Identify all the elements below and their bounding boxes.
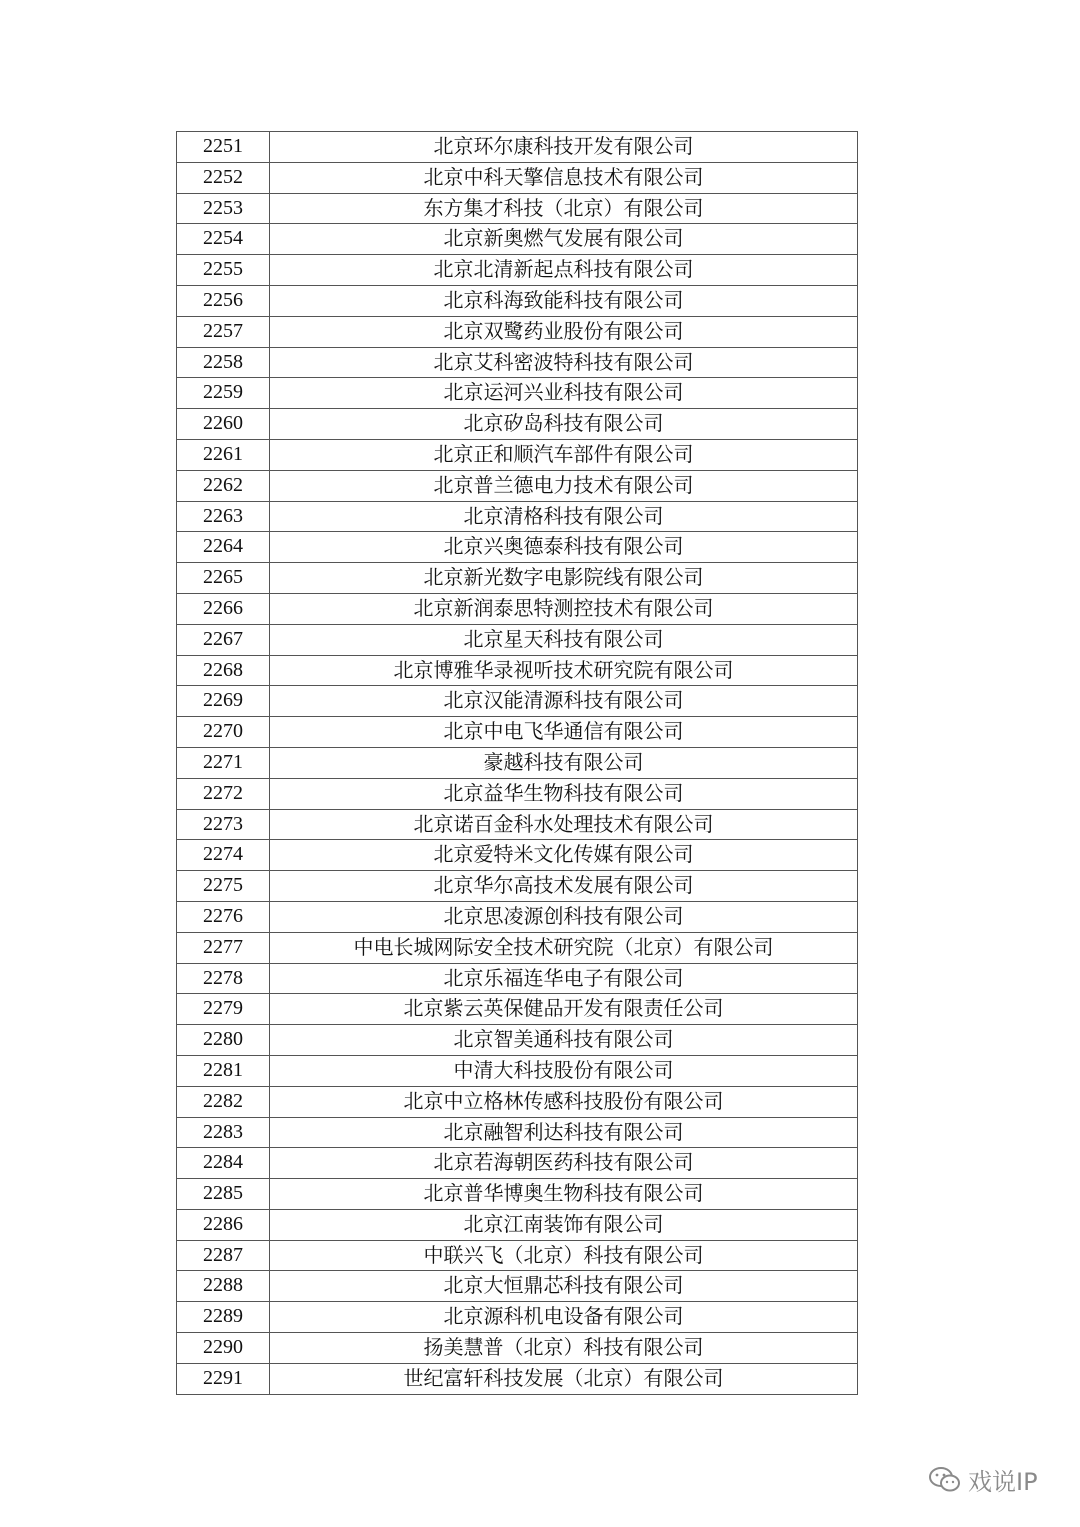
- company-name: 中联兴飞（北京）科技有限公司: [270, 1240, 858, 1271]
- table-body: [177, 132, 858, 1395]
- row-number: 2278: [177, 963, 270, 994]
- table-row: [177, 1363, 858, 1394]
- company-name: 北京益华生物科技有限公司: [270, 778, 858, 809]
- table-row: [177, 501, 858, 532]
- table-row: [177, 1148, 858, 1179]
- row-number: 2286: [177, 1209, 270, 1240]
- row-number: 2274: [177, 840, 270, 871]
- company-name: 北京大恒鼎芯科技有限公司: [270, 1271, 858, 1302]
- table-row: [177, 593, 858, 624]
- table-row: [177, 871, 858, 902]
- row-number: 2251: [177, 132, 270, 163]
- table-row: [177, 193, 858, 224]
- row-number: 2287: [177, 1240, 270, 1271]
- company-name: 北京星天科技有限公司: [270, 624, 858, 655]
- company-name: 北京普兰德电力技术有限公司: [270, 470, 858, 501]
- row-number: 2266: [177, 593, 270, 624]
- company-name: 北京江南装饰有限公司: [270, 1209, 858, 1240]
- company-name: 东方集才科技（北京）有限公司: [270, 193, 858, 224]
- table-row: [177, 255, 858, 286]
- company-name: 中清大科技股份有限公司: [270, 1055, 858, 1086]
- table-row: [177, 1025, 858, 1056]
- company-name: 北京正和顺汽车部件有限公司: [270, 439, 858, 470]
- table-row: [177, 347, 858, 378]
- company-name: 北京双鹭药业股份有限公司: [270, 316, 858, 347]
- table-row: [177, 624, 858, 655]
- row-number: 2291: [177, 1363, 270, 1394]
- table-row: [177, 1271, 858, 1302]
- table-row: [177, 840, 858, 871]
- row-number: 2282: [177, 1086, 270, 1117]
- company-name: 北京新奥燃气发展有限公司: [270, 224, 858, 255]
- table-row: [177, 1086, 858, 1117]
- table-row: [177, 1302, 858, 1333]
- watermark-text: 戏说IP: [968, 1468, 1038, 1496]
- company-name: 北京兴奥德泰科技有限公司: [270, 532, 858, 563]
- row-number: 2260: [177, 409, 270, 440]
- table-row: [177, 686, 858, 717]
- company-name: 世纪富轩科技发展（北京）有限公司: [270, 1363, 858, 1394]
- row-number: 2280: [177, 1025, 270, 1056]
- table-row: [177, 162, 858, 193]
- company-name: 北京艾科密波特科技有限公司: [270, 347, 858, 378]
- company-list-table: [176, 131, 858, 1395]
- row-number: 2268: [177, 655, 270, 686]
- row-number: 2281: [177, 1055, 270, 1086]
- row-number: 2267: [177, 624, 270, 655]
- company-name: 北京清格科技有限公司: [270, 501, 858, 532]
- company-name: 北京华尔高技术发展有限公司: [270, 871, 858, 902]
- table-row: [177, 963, 858, 994]
- row-number: 2279: [177, 994, 270, 1025]
- company-name: 北京汉能清源科技有限公司: [270, 686, 858, 717]
- company-name: 中电长城网际安全技术研究院（北京）有限公司: [270, 932, 858, 963]
- table-row: [177, 532, 858, 563]
- table-row: [177, 563, 858, 594]
- company-name: 扬美慧普（北京）科技有限公司: [270, 1333, 858, 1364]
- table-row: [177, 747, 858, 778]
- row-number: 2259: [177, 378, 270, 409]
- company-name: 北京普华博奥生物科技有限公司: [270, 1179, 858, 1210]
- company-name: 北京源科机电设备有限公司: [270, 1302, 858, 1333]
- company-name: 北京新润泰思特测控技术有限公司: [270, 593, 858, 624]
- table-row: [177, 809, 858, 840]
- table-row: [177, 285, 858, 316]
- company-name: 北京博雅华录视听技术研究院有限公司: [270, 655, 858, 686]
- table-row: [177, 470, 858, 501]
- table-row: [177, 378, 858, 409]
- row-number: 2253: [177, 193, 270, 224]
- table-row: [177, 409, 858, 440]
- table-row: [177, 1179, 858, 1210]
- watermark: [928, 1462, 1038, 1497]
- row-number: 2275: [177, 871, 270, 902]
- table-row: [177, 224, 858, 255]
- row-number: 2257: [177, 316, 270, 347]
- company-name: 北京矽岛科技有限公司: [270, 409, 858, 440]
- row-number: 2285: [177, 1179, 270, 1210]
- table-row: [177, 316, 858, 347]
- company-name: 北京科海致能科技有限公司: [270, 285, 858, 316]
- table-row: [177, 655, 858, 686]
- row-number: 2289: [177, 1302, 270, 1333]
- row-number: 2270: [177, 717, 270, 748]
- table-row: [177, 1240, 858, 1271]
- table-row: [177, 132, 858, 163]
- table-row: [177, 1333, 858, 1364]
- company-name: 北京北清新起点科技有限公司: [270, 255, 858, 286]
- wechat-icon: [928, 1466, 962, 1494]
- table-row: [177, 439, 858, 470]
- table-row: [177, 994, 858, 1025]
- row-number: 2256: [177, 285, 270, 316]
- row-number: 2258: [177, 347, 270, 378]
- table-row: [177, 1055, 858, 1086]
- row-number: 2261: [177, 439, 270, 470]
- row-number: 2262: [177, 470, 270, 501]
- row-number: 2254: [177, 224, 270, 255]
- row-number: 2273: [177, 809, 270, 840]
- company-name: 北京智美通科技有限公司: [270, 1025, 858, 1056]
- company-name: 北京中电飞华通信有限公司: [270, 717, 858, 748]
- row-number: 2263: [177, 501, 270, 532]
- row-number: 2277: [177, 932, 270, 963]
- table-row: [177, 778, 858, 809]
- company-name: 北京环尔康科技开发有限公司: [270, 132, 858, 163]
- row-number: 2269: [177, 686, 270, 717]
- company-name: 北京新光数字电影院线有限公司: [270, 563, 858, 594]
- row-number: 2272: [177, 778, 270, 809]
- row-number: 2283: [177, 1117, 270, 1148]
- table-row: [177, 932, 858, 963]
- row-number: 2276: [177, 901, 270, 932]
- row-number: 2290: [177, 1333, 270, 1364]
- row-number: 2284: [177, 1148, 270, 1179]
- company-name: 北京融智利达科技有限公司: [270, 1117, 858, 1148]
- company-name: 北京中科天擎信息技术有限公司: [270, 162, 858, 193]
- company-name: 北京思凌源创科技有限公司: [270, 901, 858, 932]
- company-name: 北京运河兴业科技有限公司: [270, 378, 858, 409]
- row-number: 2288: [177, 1271, 270, 1302]
- table-row: [177, 1209, 858, 1240]
- company-name: 北京爱特米文化传媒有限公司: [270, 840, 858, 871]
- row-number: 2265: [177, 563, 270, 594]
- row-number: 2255: [177, 255, 270, 286]
- company-name: 北京若海朝医药科技有限公司: [270, 1148, 858, 1179]
- company-name: 北京紫云英保健品开发有限责任公司: [270, 994, 858, 1025]
- table-row: [177, 1117, 858, 1148]
- company-name: 北京诺百金科水处理技术有限公司: [270, 809, 858, 840]
- company-name: 北京乐福连华电子有限公司: [270, 963, 858, 994]
- table-row: [177, 717, 858, 748]
- row-number: 2252: [177, 162, 270, 193]
- row-number: 2264: [177, 532, 270, 563]
- company-name: 豪越科技有限公司: [270, 747, 858, 778]
- company-name: 北京中立格林传感科技股份有限公司: [270, 1086, 858, 1117]
- row-number: 2271: [177, 747, 270, 778]
- table-row: [177, 901, 858, 932]
